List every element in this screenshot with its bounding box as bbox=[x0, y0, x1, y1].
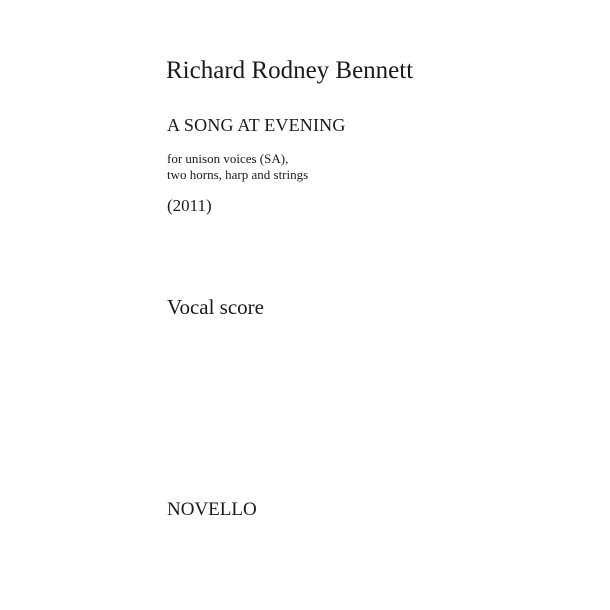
scoring-line-2: two horns, harp and strings bbox=[167, 167, 309, 182]
scoring-line-1: for unison voices (SA), bbox=[167, 151, 289, 166]
publisher-name: NOVELLO bbox=[167, 499, 257, 520]
composer-name: Richard Rodney Bennett bbox=[166, 57, 414, 84]
work-title: A SONG AT EVENING bbox=[167, 115, 346, 135]
edition-type: Vocal score bbox=[167, 295, 264, 319]
scoring-description bbox=[167, 151, 308, 183]
composition-year: (2011) bbox=[167, 196, 212, 215]
